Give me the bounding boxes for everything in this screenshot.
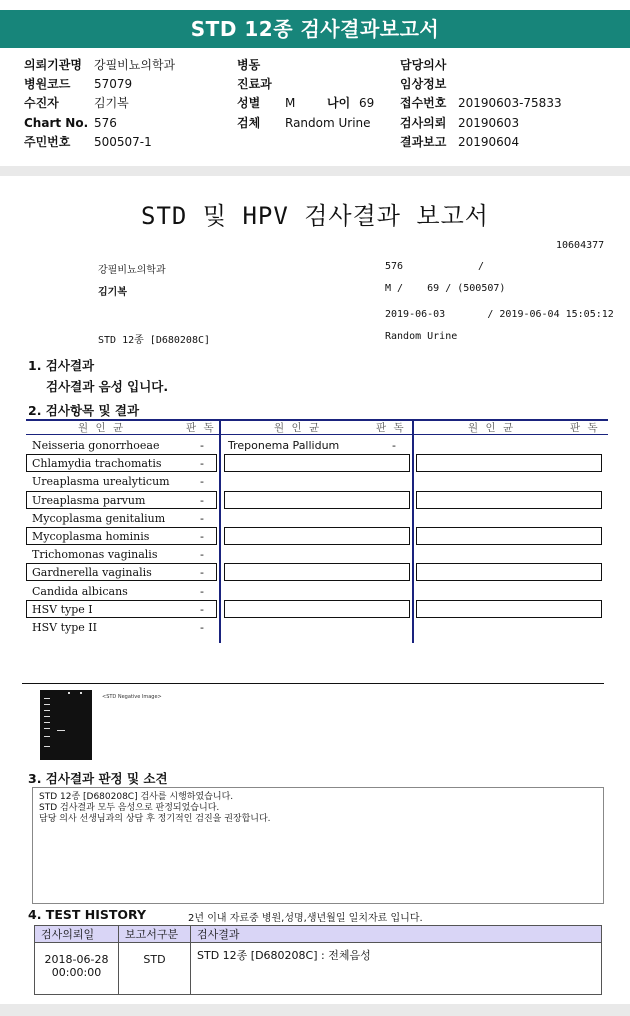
pathogen-name: Ureaplasma urealyticum (32, 475, 170, 489)
gel-bands-icon (40, 690, 92, 760)
report-date-label: 결과보고 (400, 135, 447, 149)
empty-result-box (224, 527, 410, 545)
report-title: STD 및 HPV 검사결과 보고서 (141, 202, 489, 230)
section-divider (0, 166, 630, 176)
pathogen-result: - (200, 457, 204, 471)
ward-label: 병동 (237, 58, 261, 72)
col-header-result: 판 독 (376, 422, 406, 434)
pathogen-name: Trichomonas vaginalis (32, 548, 158, 562)
history-table (34, 925, 602, 995)
doc-number: 10604377 (556, 240, 605, 251)
empty-result-box (416, 454, 602, 472)
empty-result-box (224, 454, 410, 472)
receipt-label: 접수번호 (400, 96, 447, 110)
institution-label: 의뢰기관명 (24, 58, 82, 72)
pathogen-result: - (200, 602, 204, 616)
col-header-result: 판 독 (186, 422, 216, 434)
empty-result-box (416, 527, 602, 545)
pathogen-name: Neisseria gonorrhoeae (32, 439, 160, 452)
column-divider (412, 419, 414, 643)
gel-electrophoresis-image (40, 690, 92, 760)
id-label: 주민번호 (24, 135, 71, 149)
sex-value: M (285, 96, 296, 110)
remark-line: 담당 의사 선생님과의 상담 후 정기적인 검진을 권장합니다. (39, 814, 271, 824)
section1-title: 1. 검사결과 (28, 358, 95, 373)
history-note: 2년 이내 자료중 병원,성명,생년월일 일치자료 입니다. (188, 913, 423, 924)
sex-label: 성별 (237, 96, 261, 110)
pathogen-result: - (200, 584, 204, 598)
col-header-pathogen: 원 인 균 (468, 422, 516, 434)
request-value: 20190603 (458, 116, 520, 130)
patient-label: 수진자 (24, 96, 59, 110)
pathogen-result: - (200, 530, 204, 543)
pathogen-result: - (200, 621, 204, 634)
pathogen-name: Candida albicans (32, 584, 128, 598)
section3-title: 3. 검사결과 판정 및 소견 (28, 771, 168, 786)
specimen-value: Random Urine (285, 116, 371, 130)
pathogen-name: Ureaplasma parvum (32, 493, 146, 507)
report-chart: 576 (385, 261, 404, 272)
treponema-result: - (392, 439, 396, 452)
pathogen-name: Mycoplasma hominis (32, 530, 150, 543)
pathogen-name: Gardnerella vaginalis (32, 566, 152, 580)
report-institution: 강필비뇨의학과 (98, 265, 166, 276)
history-date-cell (35, 943, 119, 995)
section1-summary: 검사결과 음성 입니다. (46, 379, 169, 394)
request-label: 검사의뢰 (400, 116, 447, 130)
history-result: STD 12종 [D680208C] : 전체음성 (191, 943, 602, 995)
empty-result-box (416, 491, 602, 509)
report-header-title: STD 12종 검사결과보고서 (0, 10, 630, 48)
hospital-code-label: 병원코드 (24, 77, 71, 91)
report-specimen: Random Urine (385, 331, 458, 342)
report-slash: / (478, 261, 485, 272)
col-header-result: 판 독 (570, 422, 600, 434)
gel-image-caption: <STD Negative Image> (102, 694, 162, 700)
pathogen-result: - (200, 548, 204, 562)
pathogen-name: HSV type II (32, 621, 97, 634)
empty-result-box (224, 600, 410, 618)
treponema-name: Treponema Pallidum (228, 439, 340, 452)
history-time: 00:00:00 (51, 966, 102, 979)
column-divider (219, 419, 221, 643)
section4-title: 4. TEST HISTORY (28, 907, 147, 922)
table-row (35, 943, 602, 995)
remarks-box (32, 787, 604, 904)
empty-result-box (416, 563, 602, 581)
report-test-name: STD 12종 [D680208C] (98, 335, 211, 346)
pathogen-result: - (200, 439, 204, 452)
history-header-type: 보고서구분 (119, 926, 191, 943)
patient-info-panel (0, 54, 630, 166)
pathogen-result: - (200, 493, 204, 507)
receipt-value: 20190603-75833 (458, 96, 562, 110)
remark-line: STD 검사결과 모두 음성으로 판정되었습니다. (39, 803, 220, 813)
report-dates: 2019-06-03 / 2019-06-04 15:05:12 (385, 309, 614, 320)
report-date-value: 20190604 (458, 135, 520, 149)
doctor-label: 담당의사 (400, 58, 447, 72)
age-value: 69 (359, 96, 375, 110)
pathogen-result: - (200, 566, 204, 580)
report-patient: 김기복 (98, 287, 127, 298)
empty-result-box (224, 491, 410, 509)
specimen-label: 검체 (237, 116, 261, 130)
id-value: 500507-1 (94, 135, 152, 149)
empty-result-box (416, 600, 602, 618)
institution-value: 강필비뇨의학과 (94, 58, 176, 72)
page-bottom-band (0, 1004, 630, 1016)
chart-value: 576 (94, 116, 117, 130)
clinical-label: 임상정보 (400, 77, 447, 91)
section2-title: 2. 검사항목 및 결과 (28, 403, 140, 418)
pathogen-name: Chlamydia trachomatis (32, 457, 162, 471)
results-table (26, 419, 608, 643)
history-type: STD (119, 943, 191, 995)
age-label: 나이 (327, 96, 351, 110)
dept-label: 진료과 (237, 77, 272, 91)
history-header-result: 검사결과 (191, 926, 602, 943)
patient-value: 김기복 (94, 96, 129, 110)
remark-line: STD 12종 [D680208C] 검사를 시행하였습니다. (39, 792, 234, 802)
pathogen-name: Mycoplasma genitalium (32, 511, 166, 525)
pathogen-result: - (200, 511, 204, 525)
pathogen-result: - (200, 475, 204, 489)
chart-label: Chart No. (24, 116, 89, 130)
pathogen-name: HSV type I (32, 602, 93, 616)
history-date: 2018-06-28 (44, 953, 109, 966)
empty-result-box (224, 563, 410, 581)
report-sex-age: M / 69 / (500507) (385, 283, 506, 294)
col-header-pathogen: 원 인 균 (274, 422, 322, 434)
col-header-pathogen: 원 인 균 (78, 422, 126, 434)
history-header-date: 검사의뢰일 (35, 926, 119, 943)
hospital-code-value: 57079 (94, 77, 133, 91)
